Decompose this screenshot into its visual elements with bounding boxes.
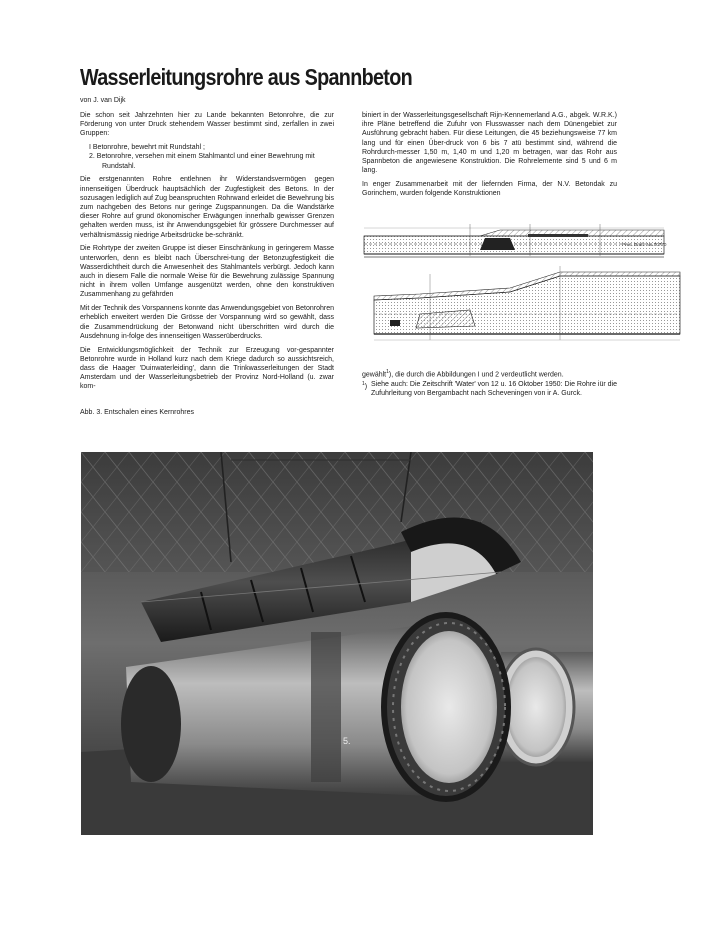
figure-caption: Abb. 3. Entschalen eines Kernrohres	[80, 409, 195, 416]
article-title: Wasserleitungsrohre aus Spannbeton	[80, 64, 412, 90]
list-item: I Betonrohre, bewehrt mit Rundstahl ;	[89, 144, 205, 152]
paragraph: Die schon seit Jahrzehnten hier zu Lande bekannten Betonrohre, die zur Förderung von unter Druck stehendem Wasser bestimmt sind, zerfallen in zwei Gruppen:	[80, 112, 334, 138]
left-column	[80, 111, 334, 396]
pipe-right	[498, 649, 593, 765]
paragraph: Mit der Technik des Vorspannens konnte das Anwendungsgebiet von Betonrohren erheblich erweitert werden Die Grösse der Vorspannung wird so gewählt, dass die Zusammendrückung der Betonwand nicht überschritten wird durch die Ausdehnung in-folge des innenseitigen Wasserüberdrucks.	[80, 305, 334, 340]
paragraph: In enger Zusammenarbeit mit der liefernden Firma, der N.V. Betondak zu Gorinchem, wurden folgende Konstruktionen	[362, 181, 617, 198]
right-column	[362, 111, 617, 203]
paragraph: Die Rohrtype der zweiten Gruppe ist dieser Einschränkung in geringerem Masse unterworfen, denn es bleibt nach Überschrei-tung der Betonzugfestigkeit die Wasserdichtheit durch die Anwesenheit des Stahlmantels verbürgt. Jedoch kann auch in diesem Falle die normale Weise für die Bewehrung zulässige Spannung nicht in ihrem vollen Umfange ausgenützt werden, ohne den konstruktiven Zusammenhang zu gefährden	[80, 245, 334, 299]
factory-photo	[81, 452, 593, 835]
paragraph-continuation: gewählt$^1$), die durch die Abbildungen I und 2 verdeutlicht werden.	[362, 369, 564, 379]
footnote-text: Siehe auch: Die Zeitschrift 'Water' von 12 u. 16 Oktober 1950: Die Rohre iür die Zufuhrleitung von Bergambacht nach Scheveningen von ir A. Gurck.	[371, 381, 617, 397]
joint-section-upper	[364, 224, 664, 258]
paragraph: biniert in der Wasserleitungsgesellschaft Rijn-Kennemerland A.G., abgek. W.R.K.) ihre Pläne betreffend die Zufuhr von Flusswasser nach dem Dünengebiet zur Ausführung gebracht haben. Für diese Leitungen, die 45 beziehungsweise 77 km lang und für einen Über-druck von 6 bis 7 atü bestimmt sind, während die Rohrdurch-messer 1,50 m, 1,40 m und 1,20 m betragen, war das Rohr aus Spannbeton die angewiesene Konstruktion. Die Rohrelemente sind 5 und 6 m lang.	[362, 112, 617, 175]
drawing-label: Prec. Draft. No.70770	[622, 242, 667, 247]
pipe-joint-drawing	[360, 214, 700, 364]
paragraph: Die Entwicklungsmöglichkeit der Technik zur Erzeugung vor-gespannter Betonrohre wurde in Holland kurz nach dem Kriege dadurch so aussichtsreich, dass die Haager 'Duinwaterleiding', dann die Trinkwasserleitungen der Stadt Amsterdam und der Wasserleitungsbetrieb der Provinz Nord-Holland (u. zwar kom-	[80, 346, 334, 391]
paragraph: Die erstgenannten Rohre entlehnen ihr Widerstandsvermögen gegen innenseitigen Überdruck hauptsächlich der Zugfestigkeit des Betons. In der sozusagen lediglich auf Zug beanspruchten Rohrwand erleidet die Bewehrung bis zum nachgeben des Betons nur geringe Zugspannungen. Da die Wandstärke dieser Rohre auf grund ökonomischer Erwägungen innerhalb gewisser Grenzen gehalten werden muss, ist ihr Anwendungsgebiet für grössere Durchmesser auf verhältnismässig niedrige Arbeitsdrücke be-schränkt.	[80, 176, 334, 239]
pipe-groups-list	[80, 143, 334, 171]
footnote-mark: $^1$)	[362, 381, 368, 391]
joint-section-lower	[374, 266, 680, 340]
footnote	[362, 380, 617, 398]
author-line: von J. van Dijk	[80, 97, 126, 104]
list-item: 2. Betonrohre, versehen mit einem Stahlmantcl und einer Bewehrung mit Rundstahl.	[89, 153, 315, 170]
photo-label: 5.	[343, 736, 351, 746]
